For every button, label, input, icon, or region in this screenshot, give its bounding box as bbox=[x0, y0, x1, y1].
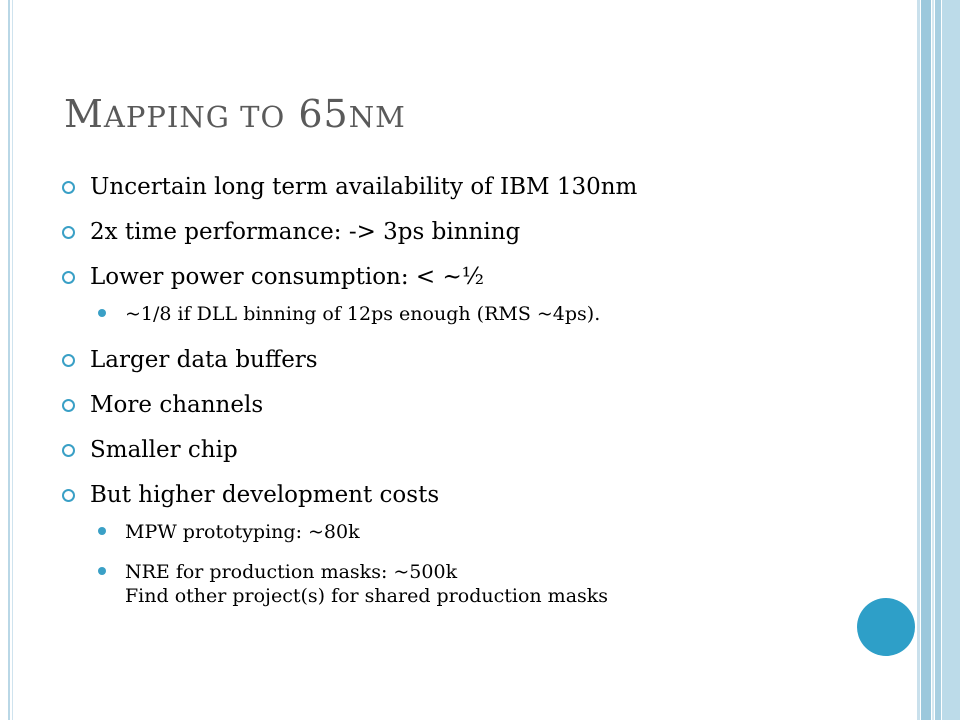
sub-bullet-item bbox=[62, 302, 892, 326]
sub-bullet-item bbox=[62, 520, 892, 544]
sub-bullet-item bbox=[62, 560, 892, 608]
bullet-item bbox=[62, 262, 892, 292]
bullet-item bbox=[62, 172, 892, 202]
filled-bullet-icon bbox=[98, 527, 106, 535]
hollow-bullet-icon bbox=[62, 271, 75, 284]
hollow-bullet-icon bbox=[62, 354, 75, 367]
filled-bullet-icon bbox=[98, 567, 106, 575]
bullet-text: Smaller chip bbox=[90, 437, 238, 463]
title-smallcaps: APPING TO bbox=[103, 100, 286, 134]
hollow-bullet-icon bbox=[62, 399, 75, 412]
bullet-text: Lower power consumption: < ~½ bbox=[90, 264, 485, 290]
sub-bullet-text-line2: Find other project(s) for shared production masks bbox=[125, 585, 609, 607]
right-border-stripe bbox=[932, 0, 934, 720]
right-border-stripe bbox=[917, 0, 920, 720]
title-number: 65 bbox=[298, 92, 349, 136]
bullet-item bbox=[62, 390, 892, 420]
sub-bullet-text: MPW prototyping: ~80k bbox=[125, 521, 360, 543]
title-initial: M bbox=[64, 92, 104, 136]
title-smallcaps-unit: NM bbox=[348, 100, 406, 134]
bullet-item bbox=[62, 217, 892, 247]
left-border-line-thin bbox=[12, 0, 13, 720]
bullet-text: But higher development costs bbox=[90, 482, 440, 508]
hollow-bullet-icon bbox=[62, 181, 75, 194]
bullet-item bbox=[62, 480, 892, 510]
left-border-line bbox=[8, 0, 10, 720]
sub-bullet-text: ~1/8 if DLL binning of 12ps enough (RMS ~4ps). bbox=[125, 303, 601, 325]
hollow-bullet-icon bbox=[62, 489, 75, 502]
bullet-text: More channels bbox=[90, 392, 264, 418]
bullet-text: Uncertain long term availability of IBM 130nm bbox=[90, 174, 638, 200]
bullet-item bbox=[62, 345, 892, 375]
filled-bullet-icon bbox=[98, 309, 106, 317]
hollow-bullet-icon bbox=[62, 226, 75, 239]
right-border-stripe bbox=[942, 0, 960, 720]
hollow-bullet-icon bbox=[62, 444, 75, 457]
right-border-stripe bbox=[935, 0, 941, 720]
sub-bullet-text: NRE for production masks: ~500k bbox=[125, 561, 458, 583]
bullet-item bbox=[62, 435, 892, 465]
slide-title bbox=[64, 92, 884, 136]
right-border-stripe bbox=[921, 0, 931, 720]
bullet-list bbox=[62, 172, 892, 624]
bullet-text: Larger data buffers bbox=[90, 347, 318, 373]
bullet-text: 2x time performance: -> 3ps binning bbox=[90, 219, 521, 245]
